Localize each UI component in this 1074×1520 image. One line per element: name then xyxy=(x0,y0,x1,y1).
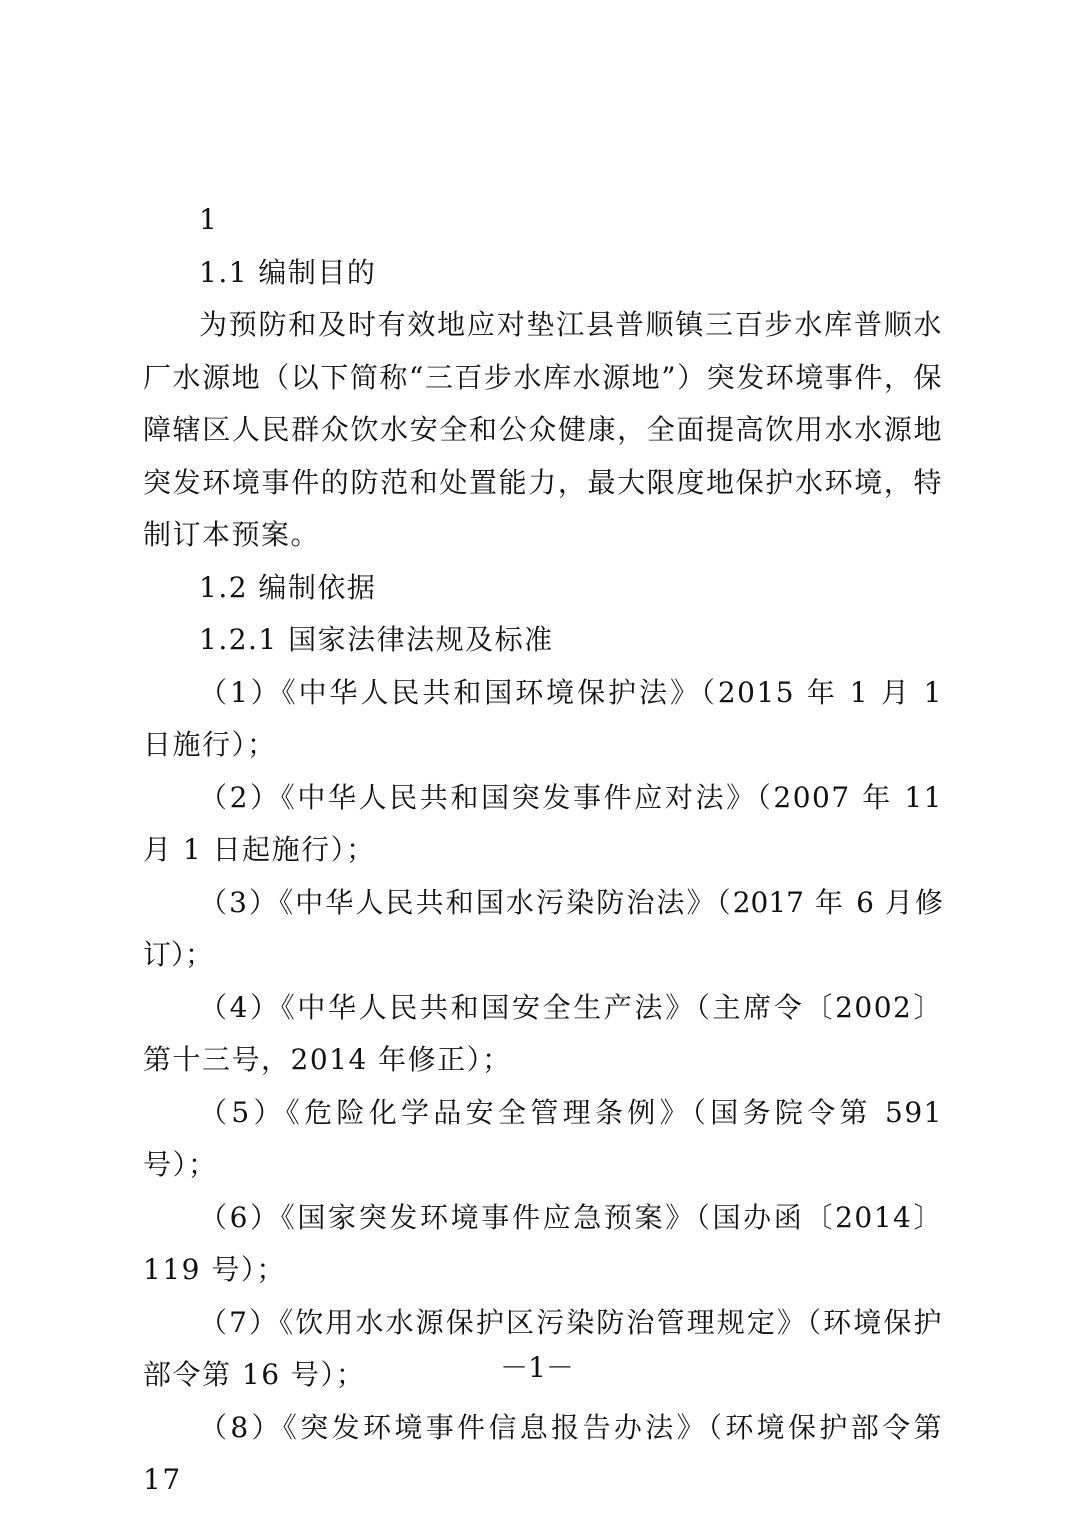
law-item: （5）《危险化学品安全管理条例》（国务院令第 591 号）； xyxy=(143,1095,943,1181)
section-1-1-heading: 1.1 编制目的 xyxy=(199,255,377,289)
law-item: （6）《国家突发环境事件应急预案》（国办函〔2014〕119 号）； xyxy=(143,1200,943,1286)
section-1-2-1-heading: 1.2.1 国家法律法规及标准 xyxy=(199,623,554,656)
section-1-2-heading: 1.2 编制依据 xyxy=(199,570,377,604)
law-item: （4）《中华人民共和国安全生产法》（主席令〔2002〕第十三号，2014 年修正）； xyxy=(143,990,943,1076)
law-item: （1）《中华人民共和国环境保护法》（2015 年 1 月 1 日施行）； xyxy=(143,675,943,761)
chapter-number: 1 xyxy=(199,203,217,236)
law-item: （2）《中华人民共和国突发事件应对法》（2007 年 11 月 1 日起施行）； xyxy=(143,780,943,866)
law-item: （7）《饮用水水源保护区污染防治管理规定》（环境保护部令第 16 号）； xyxy=(143,1305,943,1391)
document-body xyxy=(143,194,943,1507)
section-1-1-paragraph: 为预防和及时有效地应对垫江县普顺镇三百步水库普顺水厂水源地（以下简称“三百步水库水源地”）突发环境事件，保障辖区人民群众饮水安全和公众健康，全面提高饮用水水源地突发环境事件的防范和处置能力，最大限度地保护水环境，特制订本预案。 xyxy=(143,308,943,551)
page-number: －1－ xyxy=(500,1351,574,1384)
law-item: （8）《突发环境事件信息报告办法》（环境保护部令第 17 xyxy=(143,1410,943,1496)
law-item: （3）《中华人民共和国水污染防治法》（2017 年 6 月修订）； xyxy=(143,885,943,971)
